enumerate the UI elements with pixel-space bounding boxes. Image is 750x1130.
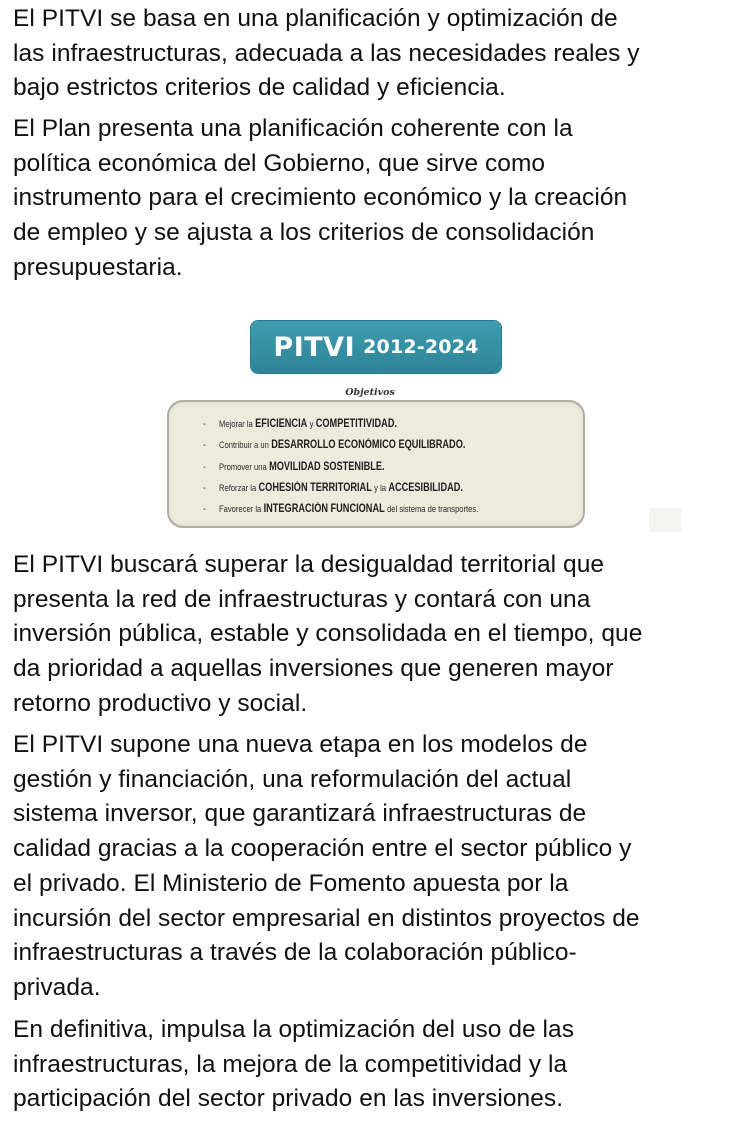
objective-item xyxy=(203,435,478,456)
objective-text: del sistema de transportes. xyxy=(387,504,479,516)
objective-text: Reforzar la xyxy=(219,482,257,494)
figure-title-banner xyxy=(251,321,501,373)
objective-text: Contribuir a un xyxy=(219,440,269,452)
objective-keyword: COMPETITIVIDAD. xyxy=(315,418,398,430)
figure-title: PITVI xyxy=(273,331,356,363)
figure-image-artifact xyxy=(649,508,681,532)
objective-item xyxy=(203,457,478,478)
paragraph-intro: El PITVI se basa en una planificación y optimización de las infraestructuras, adecuada a las necesidades reales y bajo estrictos criterios de calidad y eficiencia. xyxy=(13,5,640,102)
objective-text: Favorecer la xyxy=(219,504,262,516)
objective-dash: - xyxy=(203,439,206,452)
figure-subtitle: Objetivos xyxy=(345,387,395,398)
pitvi-objectives-figure xyxy=(165,318,685,532)
paragraph-territorial: El PITVI buscará superar la desigualdad territorial que presenta la red de infraestructuras y contará con una inversión pública, estable y consolidada en el tiempo, que da prioridad a aquellas inversiones que generen mayor retorno productivo y social. xyxy=(13,551,643,717)
objective-keyword: DESARROLLO ECONÓMICO EQUILIBRADO. xyxy=(271,439,466,452)
objective-keyword: ACCESIBILIDAD. xyxy=(388,481,463,494)
objective-dash: - xyxy=(203,418,206,430)
objective-keyword: INTEGRACIÓN FUNCIONAL xyxy=(263,503,385,516)
objective-dash: - xyxy=(203,503,206,516)
objectives-box xyxy=(167,400,585,528)
objective-keyword: EFICIENCIA xyxy=(255,418,308,430)
paragraph-management: El PITVI supone una nueva etapa en los modelos de gestión y financiación, una reformulación del actual sistema inversor, que garantizará infraestructuras de calidad gracias a la cooperación entre el sector público y el privado. El Ministerio de Fomento apuesta por la incursión del sector empresarial en distintos proyectos de infraestructuras a través de la colaboración público- privada. xyxy=(13,731,640,1001)
objective-text: y la xyxy=(374,482,386,494)
objective-keyword: COHESIÓN TERRITORIAL xyxy=(258,481,372,494)
objective-dash: - xyxy=(203,481,206,494)
paragraph-conclusion: En definitiva, impulsa la optimización del uso de las infraestructuras, la mejora de la competitividad y la participación del sector privado en las inversiones. xyxy=(13,1016,575,1113)
objective-dash: - xyxy=(203,460,206,473)
objective-item xyxy=(203,478,478,499)
objective-text: Mejorar la xyxy=(219,419,253,430)
objective-item xyxy=(203,499,478,520)
objective-keyword: MOVILIDAD SOSTENIBLE. xyxy=(269,460,385,473)
objectives-list xyxy=(203,414,547,520)
objective-text: Promover una xyxy=(219,461,267,473)
paragraph-economic-policy: El Plan presenta una planificación coherente con la política económica del Gobierno, que sirve como instrumento para el crecimiento económico y la creación de empleo y se ajusta a los criterios de consolidación presupuestaria. xyxy=(13,115,628,281)
objective-text: y xyxy=(309,419,314,430)
objective-item xyxy=(203,414,478,435)
figure-years: 2012-2024 xyxy=(363,336,479,358)
